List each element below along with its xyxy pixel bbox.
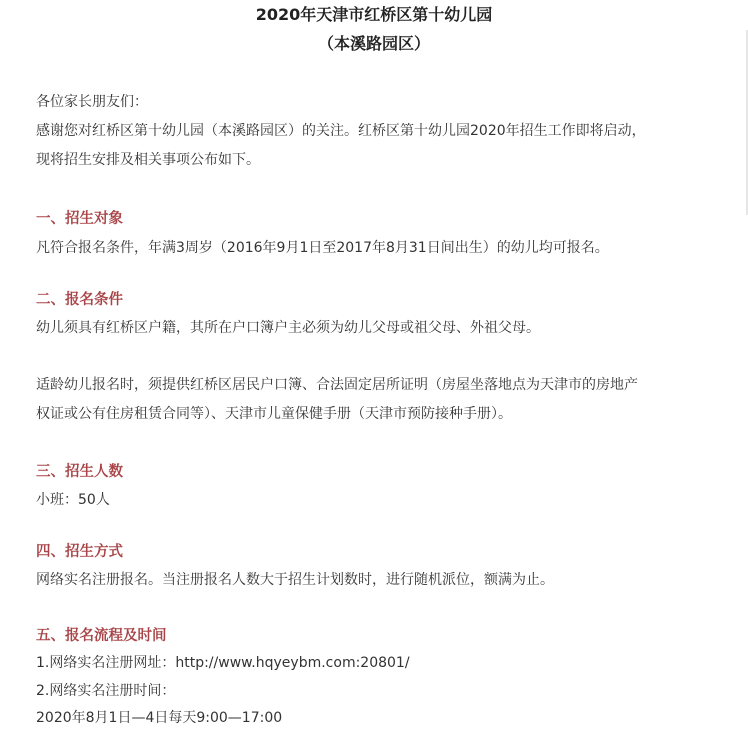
intro-paragraph-line: 感谢您对红桥区第十幼儿园（本溪路园区）的关注。红桥区第十幼儿园2020年招生工作即将启动， bbox=[36, 123, 646, 139]
registration-url-text: 1.网络实名注册网址：http://www.hqyeybm.com:20801/ bbox=[36, 655, 410, 671]
intro-paragraph-line: 现将招生安排及相关事项公布如下。 bbox=[36, 152, 260, 168]
section-heading-enrollment-method: 四、招生方式 bbox=[36, 544, 123, 560]
section-heading-requirements: 二、报名条件 bbox=[36, 292, 123, 308]
page-title: 2020年天津市红桥区第十幼儿园 bbox=[255, 5, 493, 24]
section-text: 权证或公有住房租赁合同等）、天津市儿童保健手册（天津市预防接种手册）。 bbox=[36, 406, 512, 422]
section-text: 幼儿须具有红桥区户籍，其所在户口簿户主必须为幼儿父母或祖父母、外祖父母。 bbox=[36, 320, 540, 336]
section-text: 小班：50人 bbox=[36, 492, 110, 508]
section-text: 凡符合报名条件，年满3周岁（2016年9月1日至2017年8月31日间出生）的幼儿均可报名。 bbox=[36, 240, 609, 256]
section-text: 适龄幼儿报名时，须提供红桥区居民户口簿、合法固定居所证明（房屋坐落地点为天津市的房地产 bbox=[36, 377, 638, 393]
section-text: 网络实名注册报名。当注册报名人数大于招生计划数时，进行随机派位，额满为止。 bbox=[36, 572, 554, 588]
page-subtitle: （本溪路园区） bbox=[317, 34, 430, 53]
section-heading-enrollment-count: 三、招生人数 bbox=[36, 464, 123, 480]
section-heading-enrollment-target: 一、招生对象 bbox=[36, 211, 123, 227]
section-heading-process-and-time: 五、报名流程及时间 bbox=[36, 628, 167, 644]
registration-time-value: 2020年8月1日—4日每天9:00—17:00 bbox=[36, 710, 283, 726]
registration-time-label: 2.网络实名注册时间： bbox=[36, 683, 176, 699]
greeting-text: 各位家长朋友们： bbox=[36, 94, 148, 110]
